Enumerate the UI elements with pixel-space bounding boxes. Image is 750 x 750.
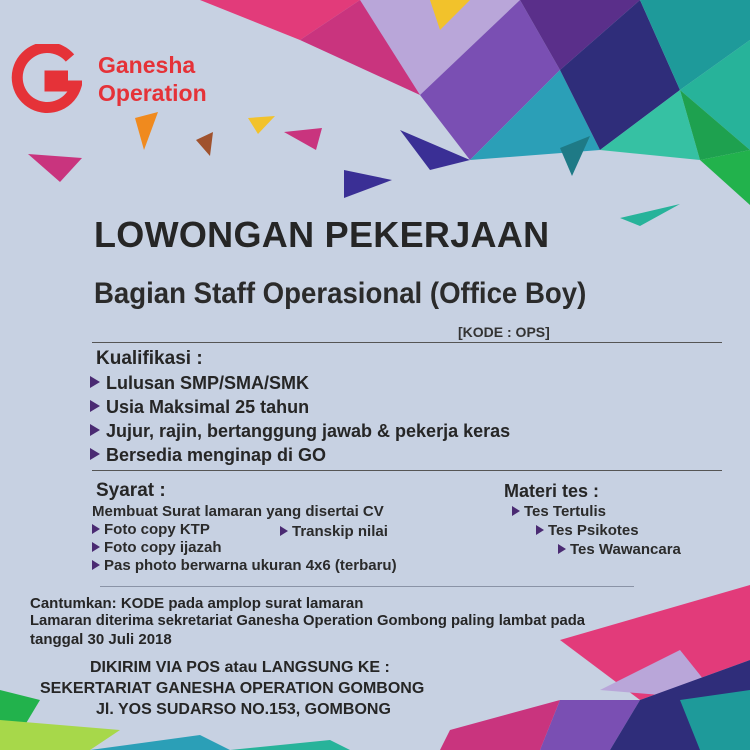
list-item: Bersedia menginap di GO bbox=[90, 445, 326, 466]
ganesha-g-logo-icon bbox=[10, 44, 82, 116]
bullet-triangle-icon bbox=[558, 544, 566, 554]
list-item: Foto copy KTP bbox=[92, 521, 210, 538]
job-code: [KODE : OPS] bbox=[458, 324, 550, 340]
bullet-triangle-icon bbox=[280, 526, 288, 536]
list-item: Tes Tertulis bbox=[512, 503, 606, 520]
list-item: Pas photo berwarna ukuran 4x6 (terbaru) bbox=[92, 557, 397, 574]
send-line-3: Jl. YOS SUDARSO NO.153, GOMBONG bbox=[96, 701, 391, 718]
divider bbox=[92, 470, 722, 471]
bullet-triangle-icon bbox=[90, 376, 100, 388]
list-item: Jujur, rajin, bertanggung jawab & pekerja keras bbox=[90, 421, 510, 442]
syarat-heading: Syarat : bbox=[96, 480, 166, 501]
send-line-1: DIKIRIM VIA POS atau LANGSUNG KE : bbox=[90, 659, 390, 676]
bullet-triangle-icon bbox=[536, 525, 544, 535]
list-item: Tes Wawancara bbox=[558, 541, 681, 558]
brand-name-line1: Ganesha bbox=[98, 52, 196, 78]
bullet-triangle-icon bbox=[92, 524, 100, 534]
note-line-2: Lamaran diterima sekretariat Ganesha Operation Gombong paling lambat pada bbox=[30, 613, 586, 629]
list-item: Lulusan SMP/SMA/SMK bbox=[90, 373, 309, 394]
note-line-1: Cantumkan: KODE pada amplop surat lamaran bbox=[30, 595, 364, 612]
kualifikasi-heading: Kualifikasi : bbox=[96, 348, 203, 369]
job-subtitle: Bagian Staff Operasional (Office Boy) bbox=[94, 277, 587, 310]
list-item: Usia Maksimal 25 tahun bbox=[90, 397, 309, 418]
syarat-intro: Membuat Surat lamaran yang disertai CV bbox=[92, 503, 384, 520]
bullet-triangle-icon bbox=[92, 542, 100, 552]
bullet-triangle-icon bbox=[90, 448, 100, 460]
bullet-triangle-icon bbox=[92, 560, 100, 570]
note-line-3: tanggal 30 Juli 2018 bbox=[30, 631, 172, 648]
divider bbox=[100, 586, 634, 587]
materi-heading: Materi tes : bbox=[504, 481, 600, 501]
divider bbox=[92, 342, 722, 343]
bullet-triangle-icon bbox=[90, 400, 100, 412]
send-line-2: SEKERTARIAT GANESHA OPERATION GOMBONG bbox=[40, 680, 425, 697]
page-title: LOWONGAN PEKERJAAN bbox=[94, 214, 550, 255]
brand-name-line2: Operation bbox=[98, 80, 207, 106]
bullet-triangle-icon bbox=[512, 506, 520, 516]
bullet-triangle-icon bbox=[90, 424, 100, 436]
list-item: Transkip nilai bbox=[280, 523, 388, 540]
list-item: Foto copy ijazah bbox=[92, 539, 222, 556]
list-item: Tes Psikotes bbox=[536, 522, 639, 539]
